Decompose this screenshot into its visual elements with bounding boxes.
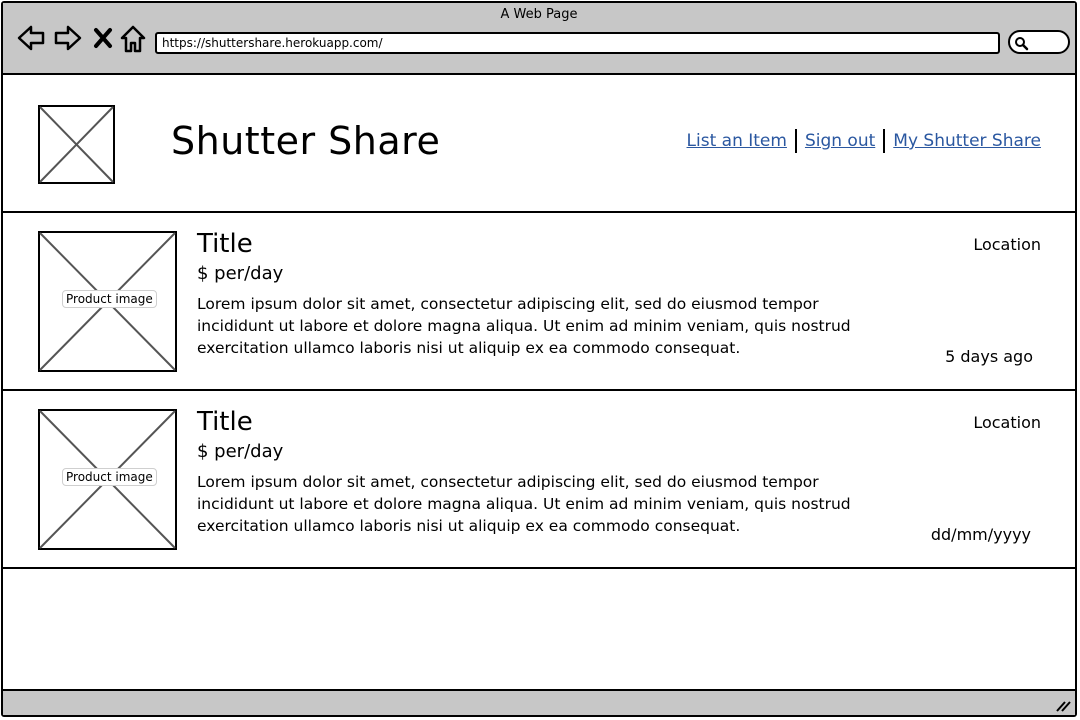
- browser-window: [1, 1, 1077, 717]
- listing-title[interactable]: Title: [197, 229, 253, 259]
- home-icon[interactable]: [119, 24, 147, 54]
- header-links: [687, 129, 1041, 153]
- logo-placeholder-icon: [38, 105, 116, 185]
- list-item-link[interactable]: List an Item: [686, 131, 787, 151]
- forward-icon[interactable]: [53, 24, 83, 52]
- listing-description: Lorem ipsum dolor sit amet, consectetur adipiscing elit, sed do eiusmod tempor incididunt ut labore et dolore magna aliqua. Ut enim ad minim veniam, quis nostrud exercitation ullamco laboris nisi ut aliquip ex ea commodo consequat.: [197, 473, 851, 535]
- browser-chrome: [3, 3, 1075, 75]
- link-divider: [795, 129, 797, 153]
- listing-price: $ per/day: [197, 441, 284, 462]
- search-icon: [1013, 35, 1029, 51]
- listing-item[interactable]: [3, 391, 1075, 569]
- listing-location: Location: [973, 413, 1041, 432]
- site-brand: Shutter Share: [171, 119, 441, 163]
- product-image-label: Product image: [62, 290, 157, 308]
- listing-posted: dd/mm/yyyy: [930, 525, 1031, 544]
- status-bar: [3, 689, 1075, 715]
- listing-location: Location: [973, 235, 1041, 254]
- window-title: A Web Page: [500, 7, 578, 22]
- listing-item[interactable]: [3, 213, 1075, 391]
- sign-out-link[interactable]: Sign out: [804, 131, 876, 151]
- url-bar[interactable]: https://shuttershare.herokuapp.com/: [155, 32, 1000, 54]
- listing-title[interactable]: Title: [197, 407, 253, 437]
- link-divider: [883, 129, 885, 153]
- close-icon[interactable]: [93, 24, 113, 52]
- listing-description: Lorem ipsum dolor sit amet, consectetur adipiscing elit, sed do eiusmod tempor incididunt ut labore et dolore magna aliqua. Ut enim ad minim veniam, quis nostrud exercitation ullamco laboris nisi ut aliquip ex ea commodo consequat.: [197, 295, 851, 357]
- resize-grip-icon[interactable]: [1055, 698, 1071, 712]
- site-header: [3, 75, 1075, 213]
- search-box[interactable]: [1008, 30, 1070, 54]
- listing-price: $ per/day: [197, 263, 284, 284]
- my-shutter-share-link[interactable]: My Shutter Share: [893, 131, 1041, 151]
- listing-posted: 5 days ago: [945, 347, 1033, 366]
- back-icon[interactable]: [16, 24, 46, 52]
- product-image-label: Product image: [62, 468, 157, 486]
